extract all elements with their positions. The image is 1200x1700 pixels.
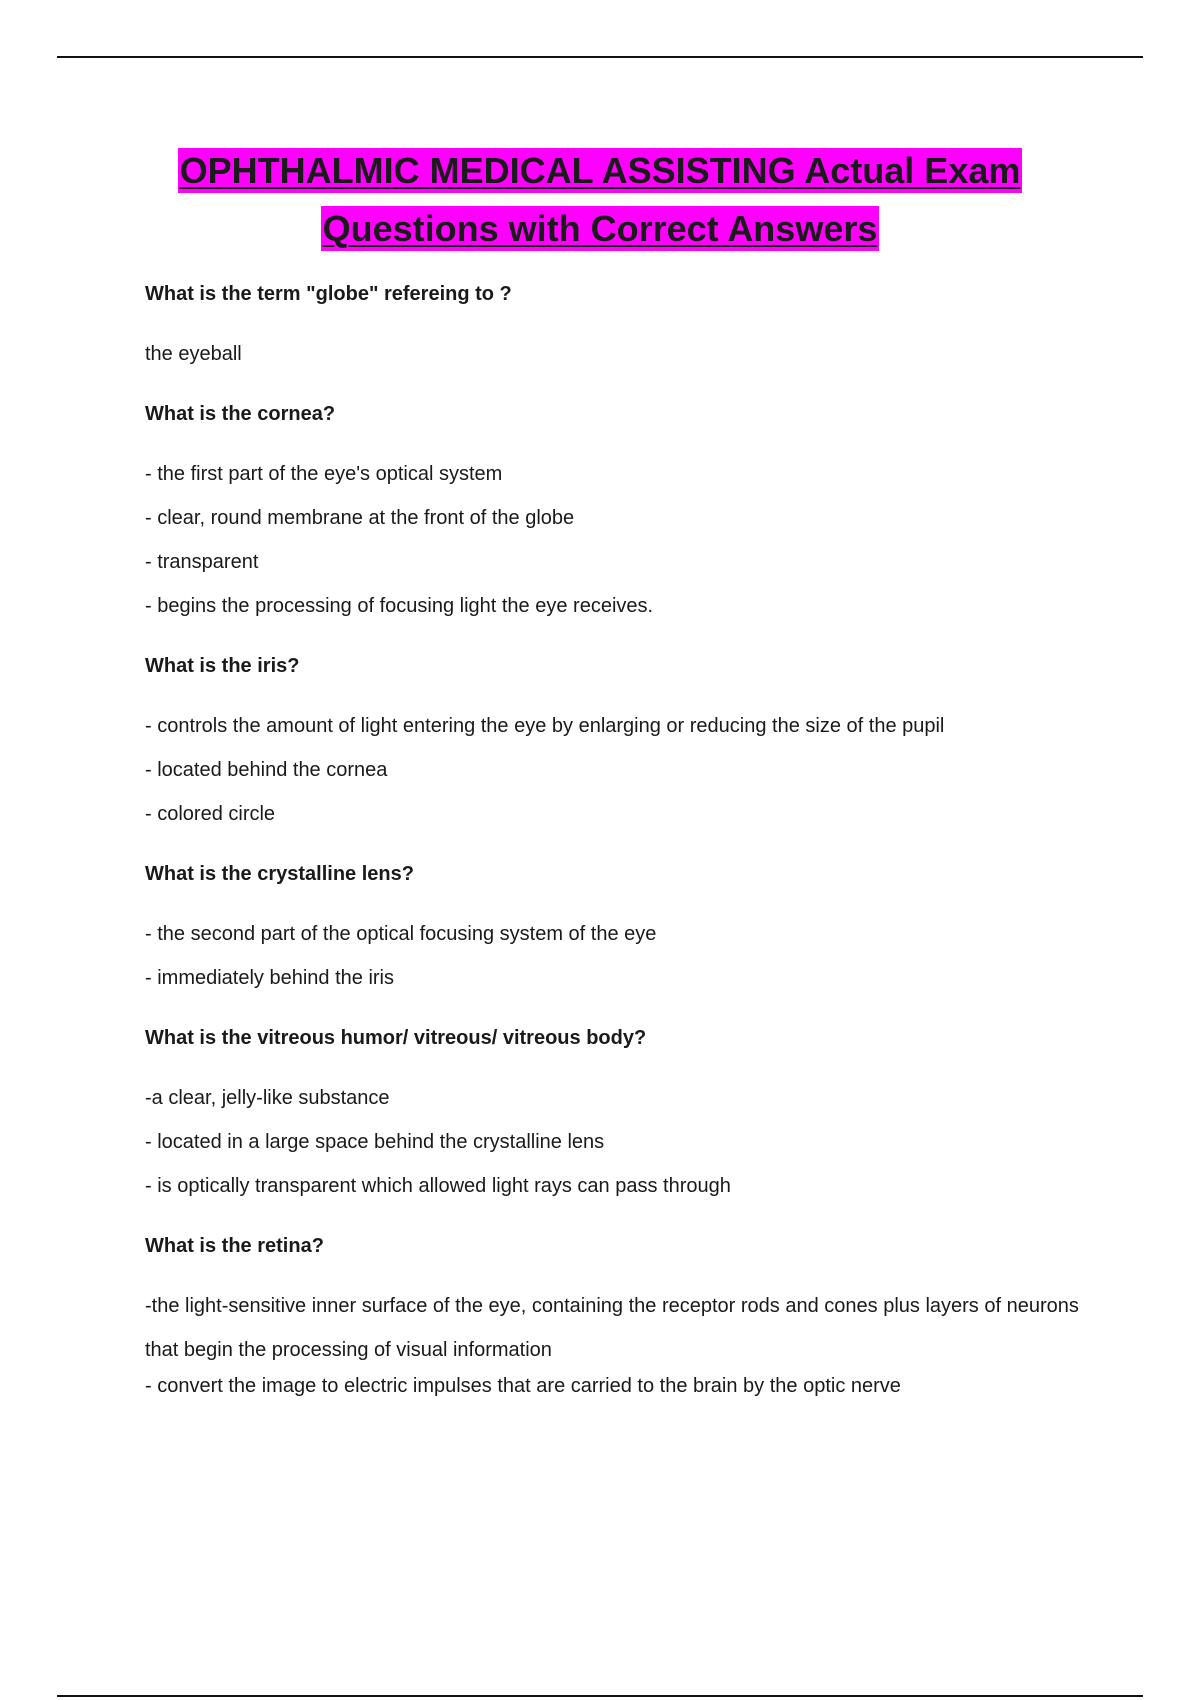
qa-list xyxy=(145,280,1095,1432)
answer-line: - controls the amount of light entering the eye by enlarging or reducing the size of the pupil xyxy=(145,715,945,737)
answer-list xyxy=(145,1284,1095,1400)
qa-item xyxy=(145,860,1095,992)
answer-line: the eyeball xyxy=(145,343,242,365)
answer-line: - the first part of the eye's optical system xyxy=(145,463,503,485)
qa-item xyxy=(145,1232,1095,1400)
answer-line: - immediately behind the iris xyxy=(145,967,394,989)
document-title xyxy=(0,142,1200,258)
answer-list xyxy=(145,340,1095,368)
qa-item xyxy=(145,652,1095,828)
question: What is the crystalline lens? xyxy=(145,863,414,885)
bottom-rule xyxy=(57,1695,1143,1697)
top-rule xyxy=(57,56,1143,58)
question: What is the cornea? xyxy=(145,403,336,425)
answer-line: - the second part of the optical focusing system of the eye xyxy=(145,923,657,945)
qa-item xyxy=(145,1024,1095,1200)
answer-line: - is optically transparent which allowed light rays can pass through xyxy=(145,1175,731,1197)
answer-line: - clear, round membrane at the front of the globe xyxy=(145,507,575,529)
answer-line: -a clear, jelly-like substance xyxy=(145,1087,390,1109)
qa-item xyxy=(145,400,1095,620)
answer-line: - convert the image to electric impulses that are carried to the brain by the optic nerve xyxy=(145,1375,901,1397)
qa-item xyxy=(145,280,1095,368)
answer-list xyxy=(145,1084,1095,1200)
title-line-1: OPHTHALMIC MEDICAL ASSISTING Actual Exam xyxy=(179,150,1021,191)
question: What is the iris? xyxy=(145,655,300,677)
answer-line: - begins the processing of focusing light the eye receives. xyxy=(145,595,654,617)
answer-line: - transparent xyxy=(145,551,259,573)
answer-list xyxy=(145,920,1095,992)
question: What is the term "globe" refereing to ? xyxy=(145,283,512,305)
answer-line: -the light-sensitive inner surface of the eye, containing the receptor rods and cones plus layers of neurons that begin the processing of visual information xyxy=(145,1295,1079,1361)
answer-line: - located behind the cornea xyxy=(145,759,388,781)
question: What is the retina? xyxy=(145,1235,324,1257)
question: What is the vitreous humor/ vitreous/ vitreous body? xyxy=(145,1027,647,1049)
answer-line: - located in a large space behind the crystalline lens xyxy=(145,1131,605,1153)
answer-list xyxy=(145,712,1095,828)
answer-line: - colored circle xyxy=(145,803,276,825)
title-line-2: Questions with Correct Answers xyxy=(322,208,878,249)
answer-list xyxy=(145,460,1095,620)
